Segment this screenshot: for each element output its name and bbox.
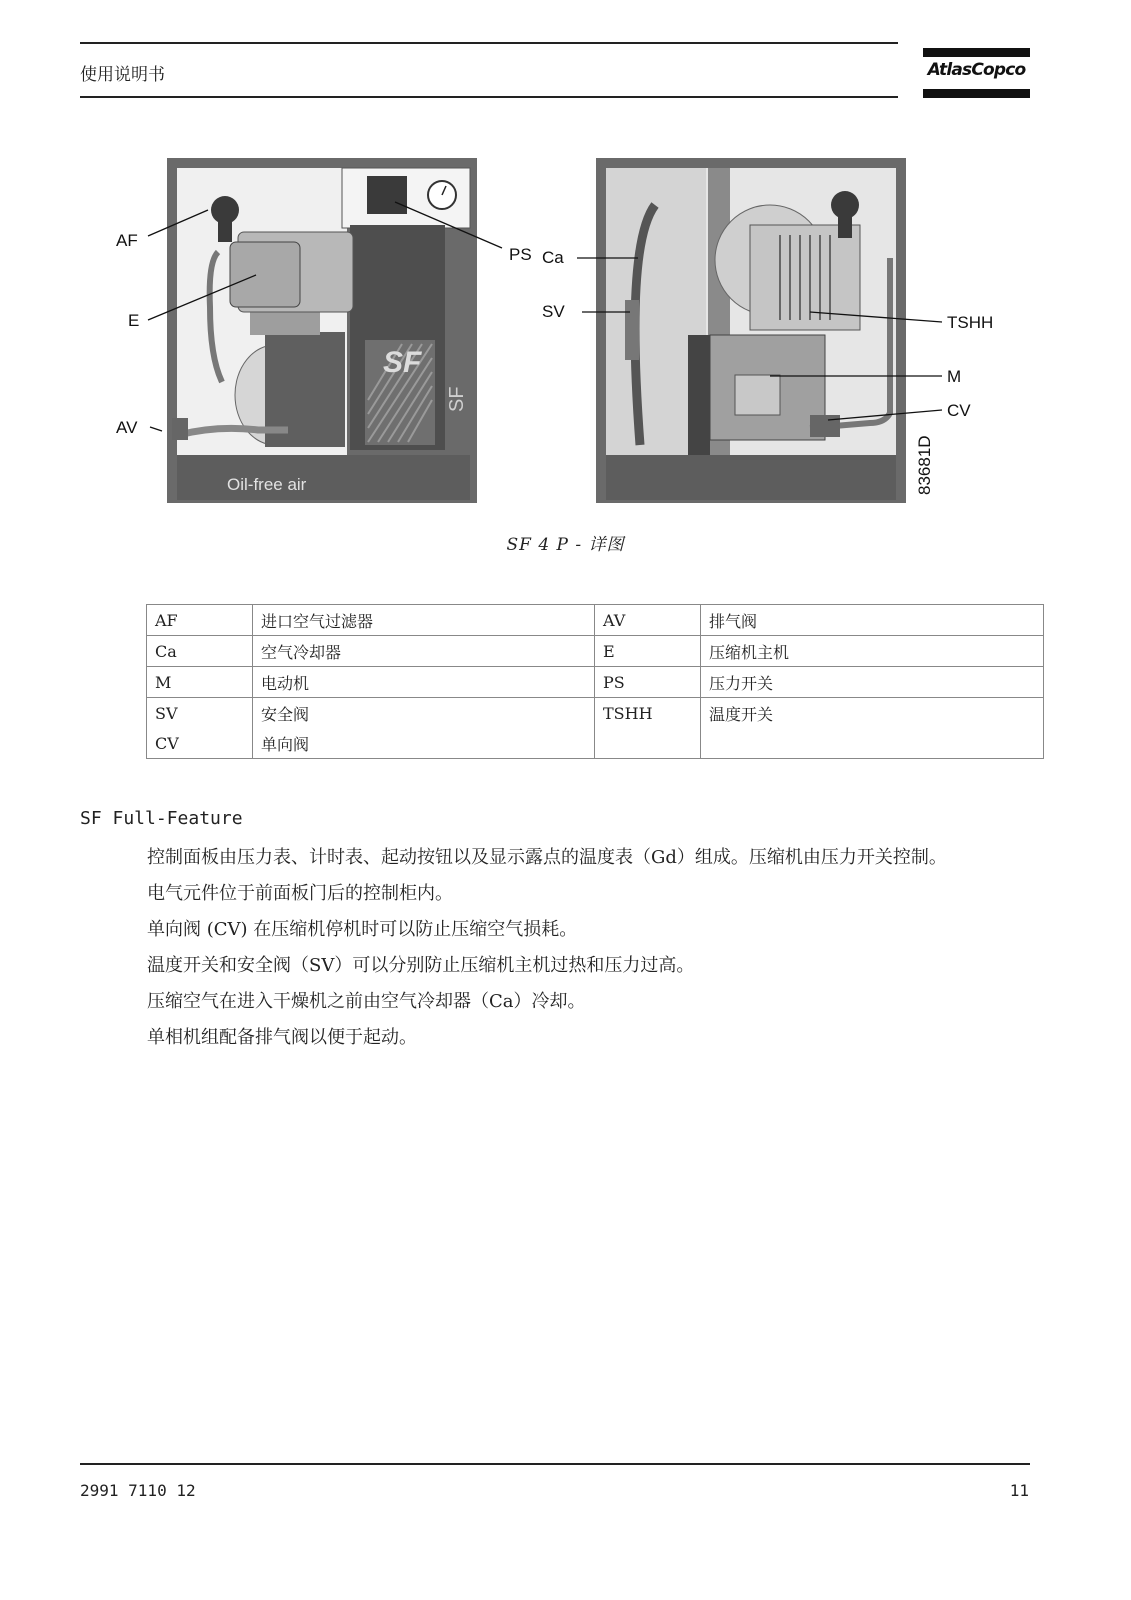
pressure-switch-box bbox=[367, 176, 407, 214]
legend-value: 压力开关 bbox=[701, 667, 1044, 698]
table-row bbox=[147, 636, 1044, 667]
header-title: 使用说明书 bbox=[80, 65, 165, 85]
legend-key: M bbox=[147, 667, 253, 698]
page-number: 11 bbox=[1009, 1481, 1029, 1500]
legend-value: 电动机 bbox=[253, 667, 595, 698]
figure-caption: SF 4 P - 详图 bbox=[506, 535, 625, 555]
table-row bbox=[147, 728, 1044, 759]
callout-m: M bbox=[947, 367, 962, 386]
legend-key: AV bbox=[595, 605, 701, 636]
callout-ca: Ca bbox=[542, 248, 564, 267]
section-title: SF Full-Feature bbox=[80, 808, 243, 829]
callout-e: E bbox=[128, 311, 140, 330]
legend-value: 单向阀 bbox=[253, 728, 595, 759]
header-top-rule bbox=[80, 42, 898, 44]
callout-tshh: TSHH bbox=[947, 313, 994, 332]
right-compressor-view bbox=[596, 158, 934, 503]
compressor-figure bbox=[110, 150, 1050, 520]
legend-key bbox=[595, 728, 701, 759]
safety-valve bbox=[625, 300, 639, 360]
figure-number: 83681D bbox=[915, 435, 934, 495]
paragraph: 控制面板由压力表、计时表、起动按钮以及显示露点的温度表（Gd）组成。压缩机由压力开关控制。 bbox=[147, 847, 947, 868]
paragraph: 温度开关和安全阀（SV）可以分别防止压缩机主机过热和压力过高。 bbox=[147, 955, 695, 976]
check-valve bbox=[810, 415, 840, 437]
legend-key: TSHH bbox=[595, 698, 701, 729]
callout-ps: PS bbox=[509, 245, 532, 264]
callout-af: AF bbox=[116, 231, 138, 250]
left-compressor-view bbox=[167, 158, 477, 503]
paragraph: 电气元件位于前面板门后的控制柜内。 bbox=[147, 883, 453, 904]
logo-text: AtlasCopco bbox=[927, 60, 1026, 80]
paragraph: 压缩空气在进入干燥机之前由空气冷却器（Ca）冷却。 bbox=[147, 991, 586, 1012]
callout-sv: SV bbox=[542, 302, 565, 321]
atlas-copco-logo bbox=[923, 48, 1030, 99]
legend-key: PS bbox=[595, 667, 701, 698]
legend-value: 排气阀 bbox=[701, 605, 1044, 636]
callout-cv: CV bbox=[947, 401, 971, 420]
header-bottom-rule bbox=[80, 96, 898, 98]
table-row bbox=[147, 605, 1044, 636]
legend-value: 温度开关 bbox=[701, 698, 1044, 729]
legend-value: 压缩机主机 bbox=[701, 636, 1044, 667]
compressor-element bbox=[230, 242, 300, 307]
legend-key: AF bbox=[147, 605, 253, 636]
legend-value: 空气冷却器 bbox=[253, 636, 595, 667]
paragraph: 单相机组配备排气阀以便于起动。 bbox=[147, 1027, 417, 1048]
panel-side-text: SF bbox=[446, 386, 468, 412]
legend-value: 安全阀 bbox=[253, 698, 595, 729]
paragraph: 单向阀 (CV) 在压缩机停机时可以防止压缩空气损耗。 bbox=[147, 919, 578, 940]
legend-value: 进口空气过滤器 bbox=[253, 605, 595, 636]
table-row bbox=[147, 698, 1044, 729]
legend-key: E bbox=[595, 636, 701, 667]
legend-key: CV bbox=[147, 728, 253, 759]
footer-rule bbox=[80, 1463, 1030, 1465]
oil-free-air-text: Oil-free air bbox=[227, 475, 307, 494]
drive-belt bbox=[688, 335, 710, 455]
legend-key: Ca bbox=[147, 636, 253, 667]
callout-av: AV bbox=[116, 418, 138, 437]
component-legend-table bbox=[146, 604, 1044, 759]
legend-value bbox=[701, 728, 1044, 759]
table-row bbox=[147, 667, 1044, 698]
document-number: 2991 7110 12 bbox=[80, 1481, 196, 1500]
legend-key: SV bbox=[147, 698, 253, 729]
panel-sf-logo: SF bbox=[383, 346, 422, 379]
air-filter bbox=[211, 196, 239, 224]
